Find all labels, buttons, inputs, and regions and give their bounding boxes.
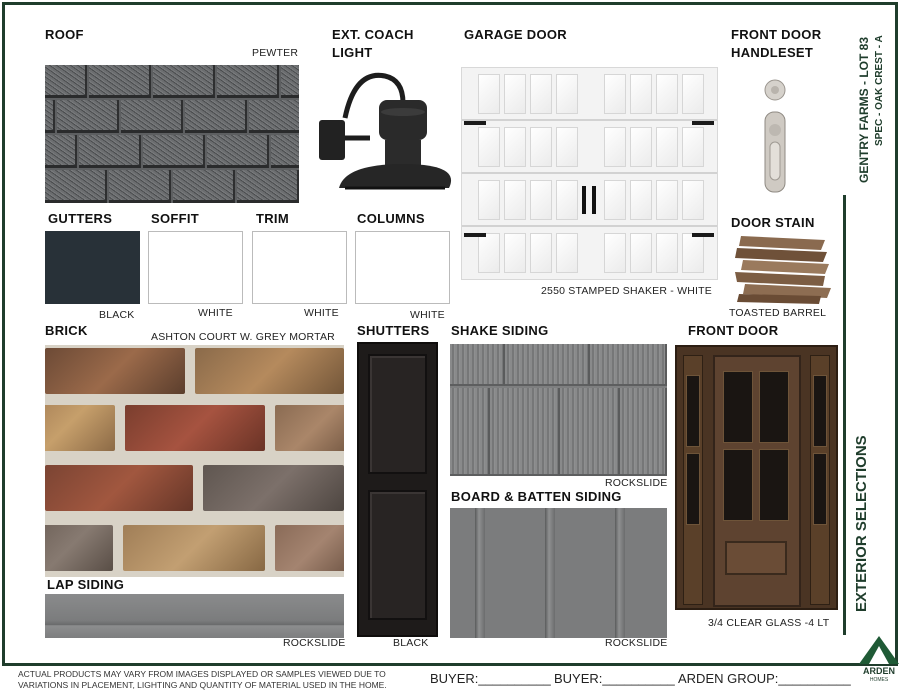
- coach-light-label-2: LIGHT: [332, 45, 373, 60]
- plan-title: SPEC - OAK CREST - A: [874, 35, 885, 146]
- roof-label: ROOF: [45, 27, 84, 42]
- handleset-label-1: FRONT DOOR: [731, 27, 822, 42]
- soffit-swatch: [148, 231, 243, 304]
- project-title: GENTRY FARMS - LOT 83: [857, 36, 871, 183]
- disclaimer: ACTUAL PRODUCTS MAY VARY FROM IMAGES DISPLAYED OR SAMPLES VIEWED DUE TO VARIATIONS IN PLACEMENT, LIGHTING AND QUANTITY OF MATERIAL USED IN THE HOME.: [18, 669, 387, 690]
- board-batten-sample: [450, 508, 667, 638]
- front-door-image: [675, 345, 838, 610]
- trim-color: WHITE: [304, 307, 339, 319]
- trim-label: TRIM: [256, 211, 289, 226]
- trim-swatch: [252, 231, 347, 304]
- soffit-label: SOFFIT: [151, 211, 200, 226]
- brick-spec: ASHTON COURT W. GREY MORTAR: [151, 331, 335, 343]
- shutter-sample: [357, 342, 438, 637]
- logo-name: ARDEN: [862, 666, 895, 676]
- roof-color: PEWTER: [252, 47, 299, 59]
- garage-door-image: [461, 67, 718, 280]
- shake-siding-color: ROCKSLIDE: [605, 477, 668, 489]
- shutters-color: BLACK: [393, 637, 429, 649]
- board-batten-color: ROCKSLIDE: [605, 637, 668, 649]
- gutters-label: GUTTERS: [48, 211, 113, 226]
- coach-light-label-1: EXT. COACH: [332, 27, 414, 42]
- arden-logo: [859, 636, 899, 686]
- gutters-swatch: [45, 231, 140, 304]
- columns-label: COLUMNS: [357, 211, 425, 226]
- shake-siding-label: SHAKE SIDING: [451, 323, 549, 338]
- front-door-label: FRONT DOOR: [688, 323, 779, 338]
- gutters-color: BLACK: [99, 309, 135, 321]
- board-batten-label: BOARD & BATTEN SIDING: [451, 489, 622, 504]
- shake-siding-sample: [450, 344, 667, 476]
- brick-label: BRICK: [45, 323, 88, 338]
- buyer-signature-2[interactable]: BUYER:__________: [554, 671, 675, 686]
- door-stain-color: TOASTED BARREL: [729, 307, 827, 319]
- roof-sample: [45, 65, 299, 203]
- columns-swatch: [355, 231, 450, 304]
- lap-siding-sample: [45, 594, 344, 638]
- lap-siding-color: ROCKSLIDE: [283, 637, 346, 649]
- section-title: EXTERIOR SELECTIONS: [853, 435, 870, 612]
- door-stain-label: DOOR STAIN: [731, 215, 815, 230]
- lap-siding-label: LAP SIDING: [47, 577, 125, 592]
- brick-sample: [45, 345, 344, 577]
- soffit-color: WHITE: [198, 307, 233, 319]
- buyer-signature-1[interactable]: BUYER:__________: [430, 671, 551, 686]
- columns-color: WHITE: [410, 309, 445, 321]
- handleset-label-2: HANDLESET: [731, 45, 814, 60]
- front-door-spec: 3/4 CLEAR GLASS -4 LT: [708, 617, 830, 629]
- shutters-label: SHUTTERS: [357, 323, 430, 338]
- sidebar-divider: [843, 195, 846, 635]
- logo-sub: HOMES: [869, 677, 889, 683]
- arden-group-signature[interactable]: ARDEN GROUP:__________: [678, 671, 851, 686]
- garage-door-label: GARAGE DOOR: [464, 27, 567, 42]
- garage-door-spec: 2550 STAMPED SHAKER - WHITE: [541, 285, 712, 297]
